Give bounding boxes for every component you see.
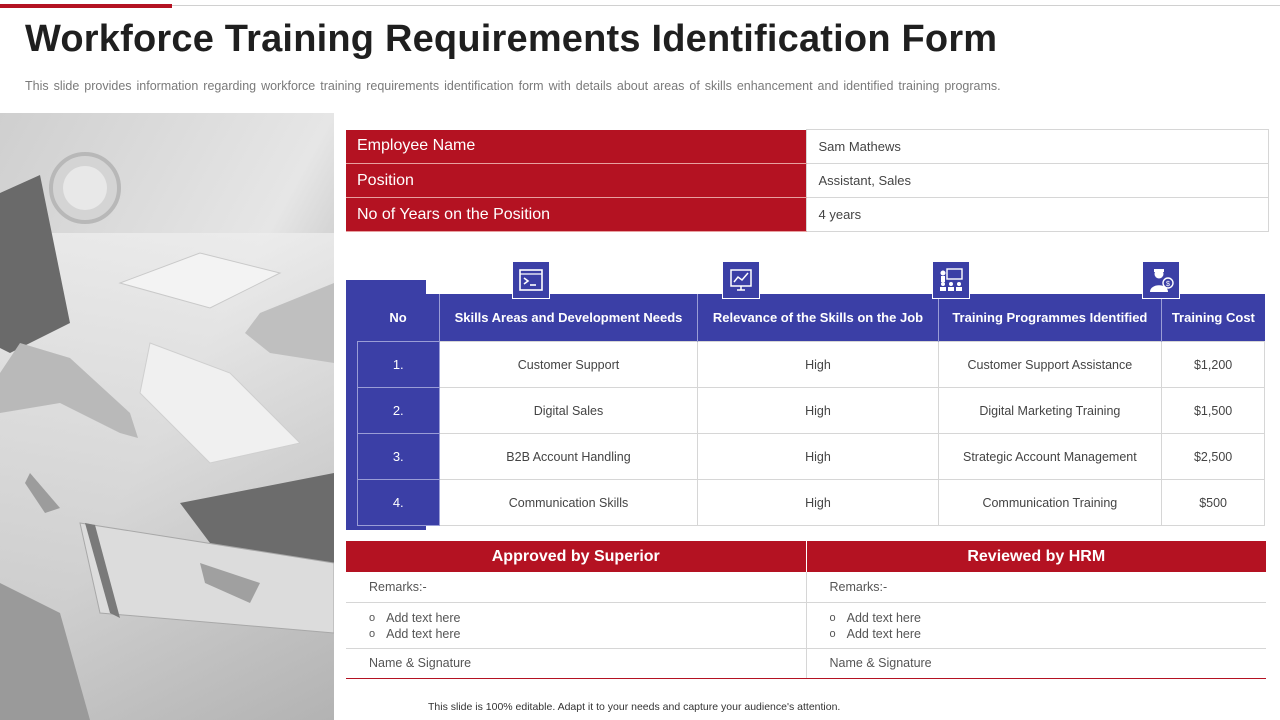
signature-row — [346, 649, 1266, 679]
cost-cell: $500 — [1162, 480, 1265, 526]
note-text: Add text here — [846, 627, 921, 641]
hrm-notes — [807, 603, 1267, 648]
terminal-icon — [512, 261, 550, 299]
hrm-remarks: Remarks:- — [829, 580, 888, 594]
skill-cell: Digital Sales — [439, 388, 698, 434]
list-item — [830, 610, 1244, 626]
bullet-icon: o — [829, 612, 836, 624]
classroom-icon — [932, 261, 970, 299]
row-number: 1. — [358, 342, 440, 388]
relevance-cell: High — [698, 342, 938, 388]
remarks-row — [346, 572, 1266, 603]
row-number: 3. — [358, 434, 440, 480]
info-value: Assistant, Sales — [806, 164, 1269, 198]
bullet-icon: o — [369, 628, 376, 640]
employee-info-table — [346, 129, 1269, 232]
cost-cell: $1,500 — [1162, 388, 1265, 434]
program-cell: Digital Marketing Training — [938, 388, 1162, 434]
reviewed-by-hrm-heading: Reviewed by HRM — [807, 541, 1267, 572]
cost-person-icon — [1142, 261, 1180, 299]
list-item — [369, 626, 783, 642]
info-label: Position — [346, 164, 806, 198]
office-photo — [0, 113, 334, 720]
relevance-cell: High — [698, 480, 938, 526]
presentation-chart-icon — [722, 261, 760, 299]
header-relevance: Relevance of the Skills on the Job — [698, 294, 938, 342]
page-subtitle: This slide provides information regarding workforce training requirements identification form with details about areas of skills enhancement and identified training programs. — [25, 79, 1001, 93]
superior-remarks: Remarks:- — [346, 572, 807, 602]
svg-text:$: $ — [1166, 281, 1170, 288]
header-no: No — [358, 294, 440, 342]
table-row — [358, 434, 1265, 480]
hrm-signature: Name & Signature — [829, 656, 932, 670]
bullets-row — [346, 603, 1266, 649]
approvals-section — [346, 541, 1266, 679]
bullet-icon: o — [829, 628, 836, 640]
approved-by-superior-heading: Approved by Superior — [346, 541, 807, 572]
cost-cell: $2,500 — [1162, 434, 1265, 480]
table-row — [358, 388, 1265, 434]
top-accent-bar — [0, 4, 172, 8]
top-divider-line — [172, 5, 1280, 6]
page-title: Workforce Training Requirements Identification Form — [25, 18, 998, 60]
info-row-position — [346, 164, 1269, 198]
row-number: 2. — [358, 388, 440, 434]
skill-cell: Customer Support — [439, 342, 698, 388]
header-cost: Training Cost — [1162, 294, 1265, 342]
superior-notes — [346, 603, 807, 648]
info-label: No of Years on the Position — [346, 198, 806, 232]
bullet-icon: o — [369, 612, 376, 624]
table-row — [358, 342, 1265, 388]
info-row-years — [346, 198, 1269, 232]
training-header-row — [358, 294, 1265, 342]
row-number: 4. — [358, 480, 440, 526]
list-item — [369, 610, 783, 626]
info-label: Employee Name — [346, 130, 806, 164]
skill-cell: B2B Account Handling — [439, 434, 698, 480]
training-table — [357, 294, 1265, 526]
info-value: 4 years — [806, 198, 1269, 232]
superior-signature: Name & Signature — [346, 649, 807, 678]
skill-cell: Communication Skills — [439, 480, 698, 526]
footer-note: This slide is 100% editable. Adapt it to your needs and capture your audience's attention. — [428, 701, 841, 713]
info-row-employee-name — [346, 130, 1269, 164]
note-text: Add text here — [386, 627, 461, 641]
cost-cell: $1,200 — [1162, 342, 1265, 388]
program-cell: Strategic Account Management — [938, 434, 1162, 480]
relevance-cell: High — [698, 434, 938, 480]
relevance-cell: High — [698, 388, 938, 434]
approvals-header — [346, 541, 1266, 572]
header-skills: Skills Areas and Development Needs — [439, 294, 698, 342]
info-value: Sam Mathews — [806, 130, 1269, 164]
program-cell: Communication Training — [938, 480, 1162, 526]
note-text: Add text here — [846, 611, 921, 625]
note-text: Add text here — [386, 611, 461, 625]
program-cell: Customer Support Assistance — [938, 342, 1162, 388]
list-item — [830, 626, 1244, 642]
header-programmes: Training Programmes Identified — [938, 294, 1162, 342]
table-row — [358, 480, 1265, 526]
